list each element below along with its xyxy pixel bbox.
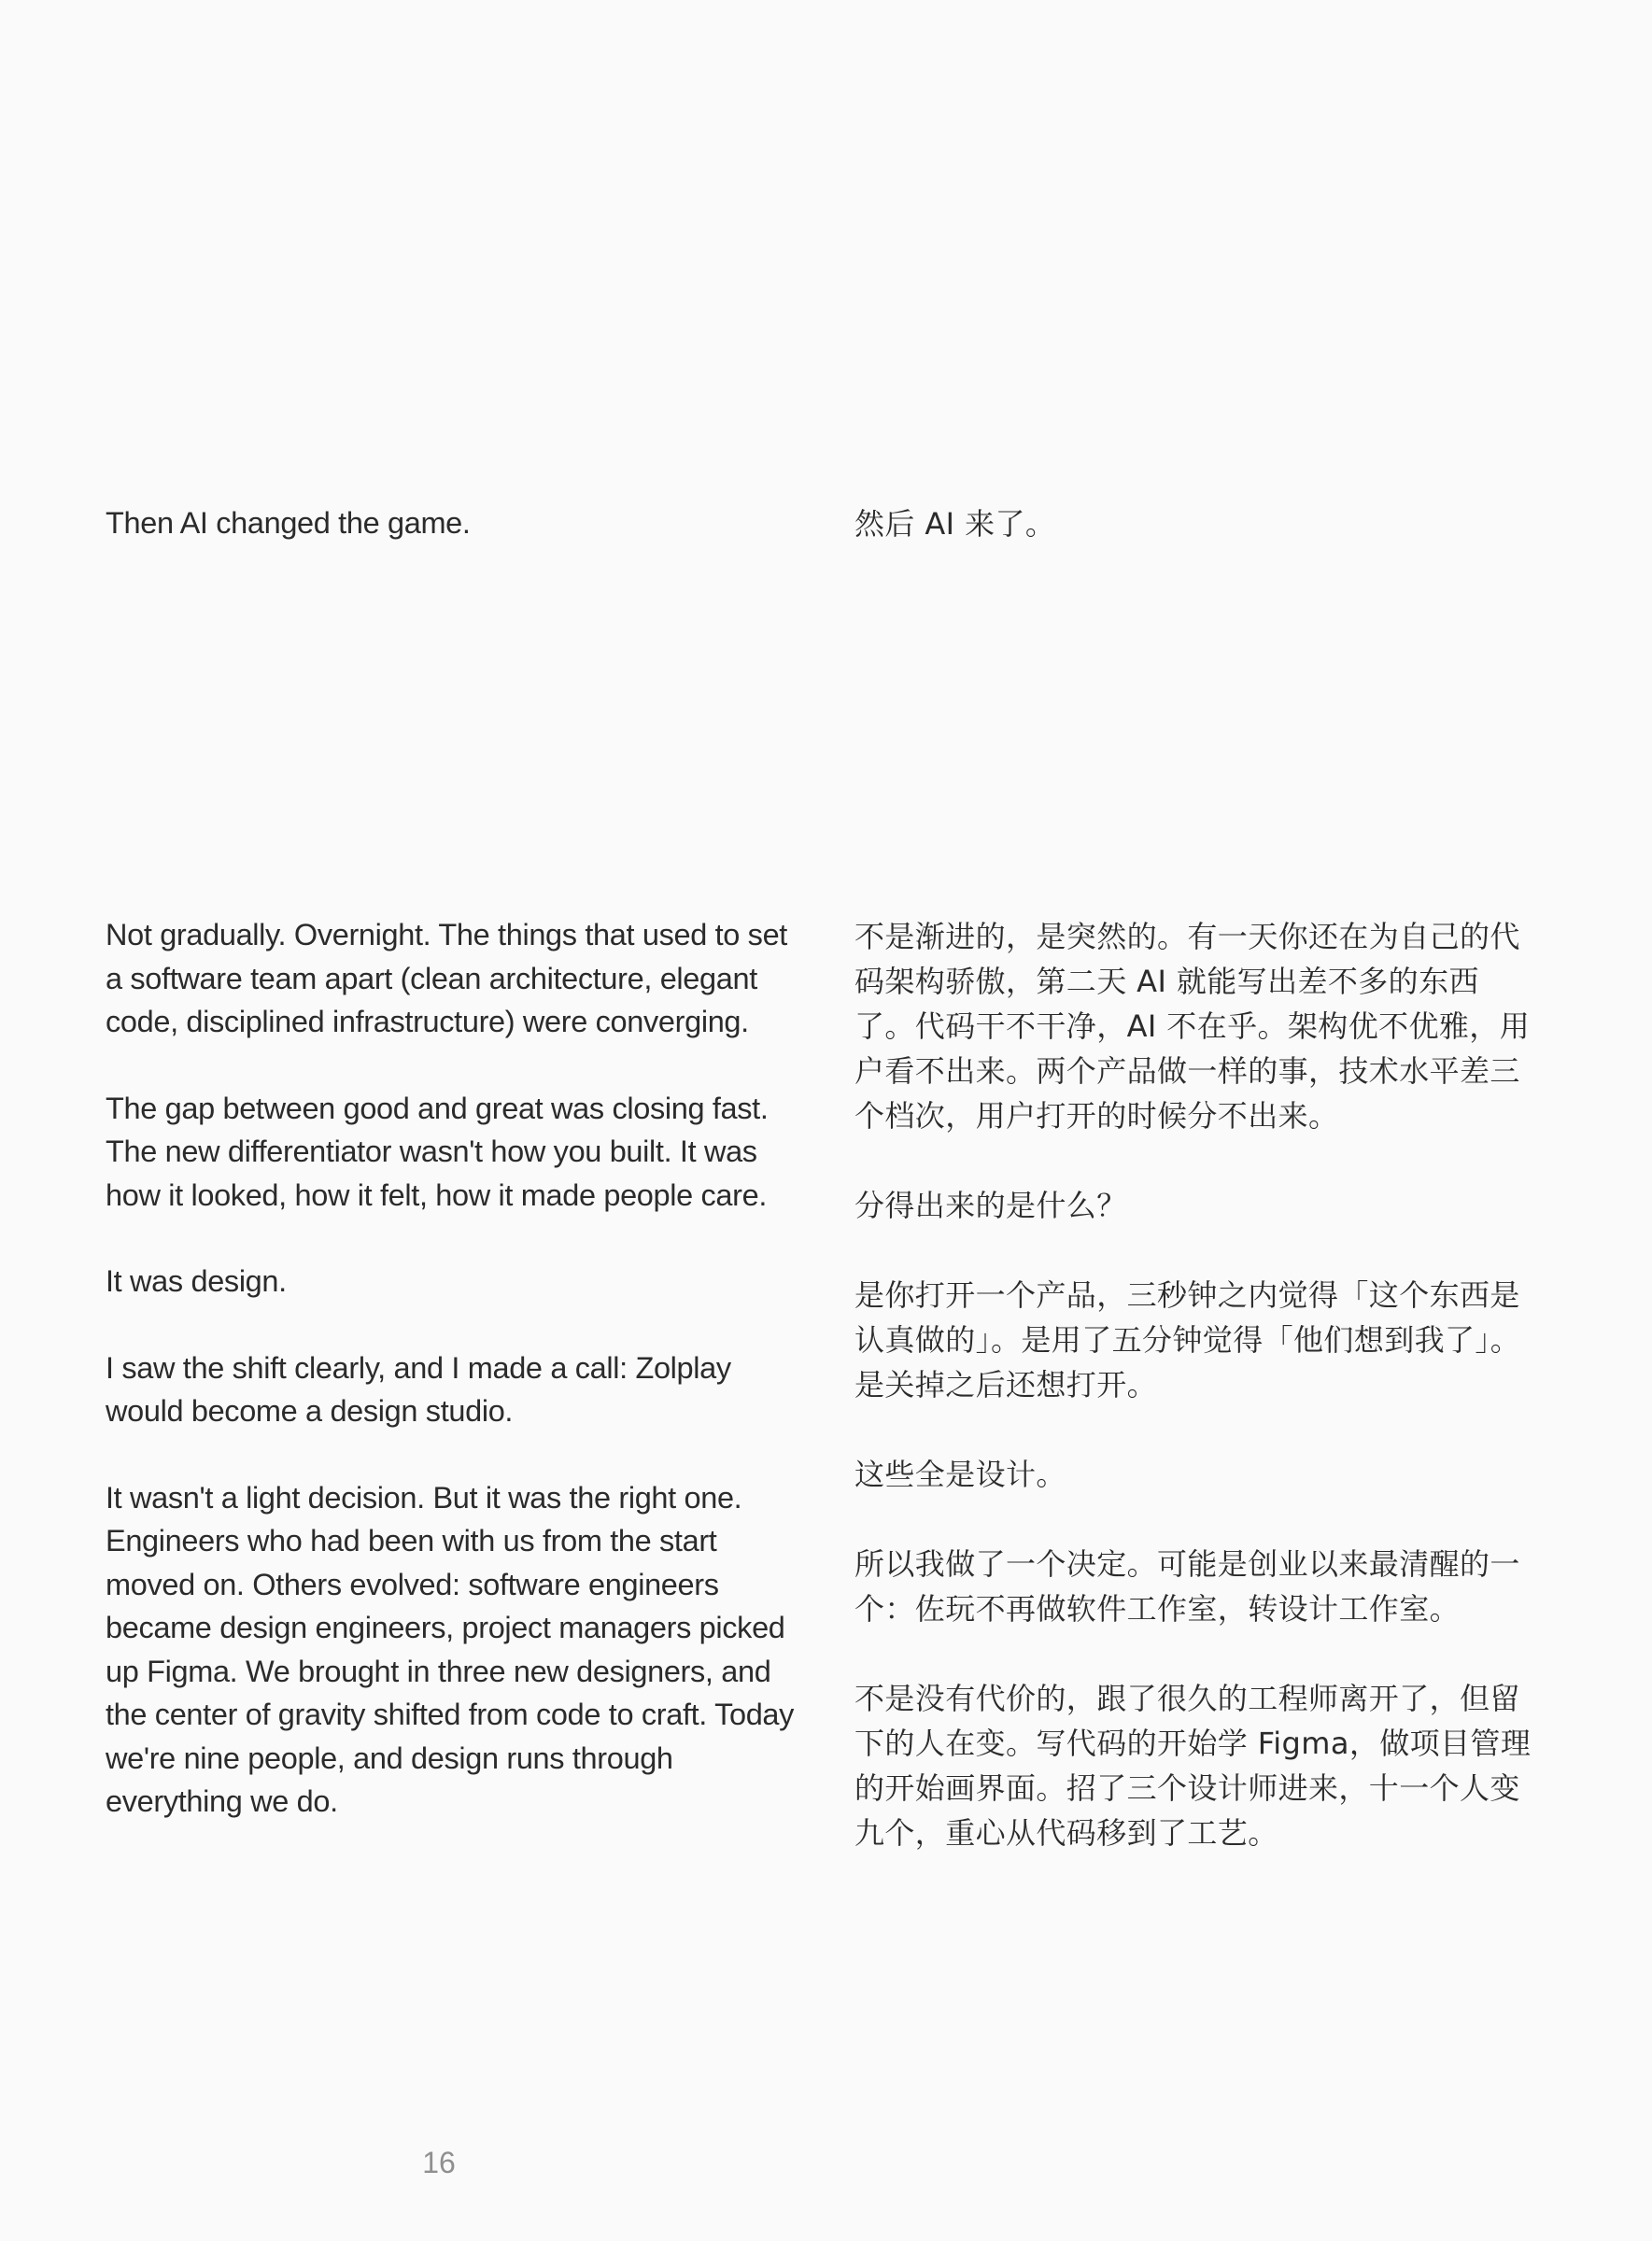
intro-chinese: 然后 AI 来了。: [854, 506, 1056, 542]
body-english: [106, 913, 797, 1824]
paragraph-chinese-4: 这些全是设计。: [854, 1457, 1066, 1492]
page-number: 16: [422, 2146, 456, 2179]
paragraph-chinese-2: 分得出来的是什么？: [854, 1188, 1127, 1223]
body-chinese: [854, 914, 1536, 1855]
paragraph-chinese-6: 不是没有代价的，跟了很久的工程师离开了，但留下的人在变。写代码的开始学 Figma，做项目管理的开始画界面。招了三个设计师进来，十一个人变九个，重心从代码移到了工艺。: [854, 1681, 1532, 1851]
paragraph-chinese-3: 是你打开一个产品，三秒钟之内觉得「这个东西是认真做的」。是用了五分钟觉得「他们想到我了」。是关掉之后还想打开。: [854, 1277, 1521, 1402]
paragraph-chinese-1: 不是渐进的，是突然的。有一天你还在为自己的代码架构骄傲，第二天 AI 就能写出差不多的东西了。代码干不干净，AI 不在乎。架构优不优雅，用户看不出来。两个产品做一样的事，技术水平差三个档次，用户打开的时候分不出来。: [854, 919, 1531, 1134]
paragraph-english-5: It wasn't a light decision. But it was the right one. Engineers who had been with us from the start moved on. Others evolved: software engineers became design engineers, project managers picked up Figma. We brought in three new designers, and the center of gravity shifted from code to craft. Today we're nine people, and design runs through everything we do.: [106, 1480, 795, 1818]
paragraph-english-4: I saw the shift clearly, and I made a call: Zolplay would become a design studio.: [106, 1350, 731, 1428]
paragraph-chinese-5: 所以我做了一个决定。可能是创业以来最清醒的一个：佐玩不再做软件工作室，转设计工作室。: [854, 1546, 1520, 1627]
intro-english: Then AI changed the game.: [106, 506, 471, 540]
paragraph-english-3: It was design.: [106, 1264, 287, 1298]
paragraph-english-1: Not gradually. Overnight. The things that used to set a software team apart (clean architecture, elegant code, disciplined infrastructure) were converging.: [106, 918, 787, 1038]
paragraph-english-2: The gap between good and great was closing fast. The new differentiator wasn't how you built. It was how it looked, how it felt, how it made people care.: [106, 1091, 769, 1212]
